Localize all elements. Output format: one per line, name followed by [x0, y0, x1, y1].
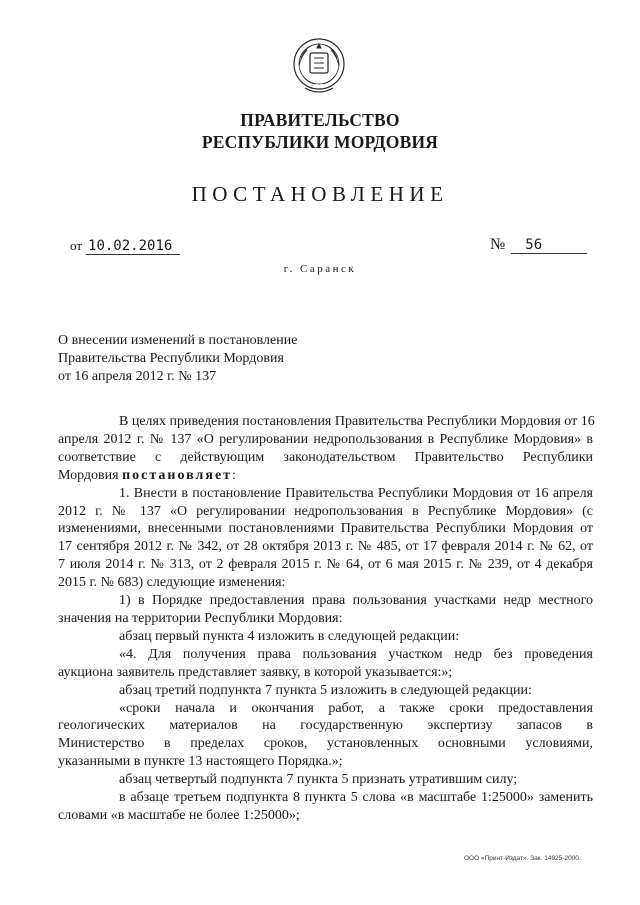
- text-line: геологических материалов на государственную экспертизу запасов в: [58, 718, 593, 734]
- preamble-paragraph: [58, 413, 593, 485]
- text-line: значения на территории Республики Мордовия:: [58, 610, 343, 626]
- body-paragraph: [58, 771, 593, 789]
- org-name-line2: РЕСПУБЛИКИ МОРДОВИЯ: [201, 132, 439, 152]
- number-prefix: №: [490, 236, 506, 253]
- text-line: в абзаце третьем подпункта 8 пункта 5 слова «в масштабе 1:25000» заменить: [119, 790, 593, 806]
- subject-line: О внесении изменений в постановление: [58, 333, 298, 348]
- paragraph-list: [58, 485, 593, 825]
- document-date: 10.02.2016: [86, 238, 180, 255]
- text-line: аукциона заявитель представляет заявку, в которой указывается:»;: [58, 664, 453, 680]
- text-line: 2012 г. № 137 «О регулировании недропользования в Республике Мордовия» (с: [58, 503, 593, 519]
- text-line: указанными в пункте 13 настоящего Порядка.»;: [58, 754, 343, 770]
- document-body: [58, 413, 593, 825]
- subject-line: от 16 апреля 2012 г. № 137: [58, 369, 217, 384]
- text-line: «сроки начала и окончания работ, а также сроки предоставления: [119, 700, 593, 716]
- preamble-last-suffix: :: [232, 467, 236, 483]
- body-paragraph: [58, 700, 593, 772]
- text-line: абзац четвертый подпункта 7 пункта 5 признать утратившим силу;: [119, 772, 518, 788]
- body-paragraph: [58, 592, 593, 628]
- text-line: абзац третий подпункта 7 пункта 5 изложить в следующей редакции:: [119, 682, 532, 698]
- number-block: [490, 236, 587, 254]
- body-paragraph: [58, 628, 593, 646]
- resolves-word: постановляет: [122, 467, 233, 483]
- body-paragraph: [58, 682, 593, 700]
- date-prefix: от: [70, 238, 83, 253]
- text-line: 2015 г. № 683) следующие изменения:: [58, 575, 286, 591]
- preamble-last-prefix: Мордовия: [58, 467, 123, 483]
- date-block: [70, 238, 180, 254]
- subject-line: Правительства Республики Мордовия: [58, 351, 284, 366]
- text-line: словами «в масштабе не более 1:25000»;: [58, 807, 300, 823]
- document-subject: [58, 332, 318, 386]
- document-number: 56: [511, 237, 587, 254]
- printer-imprint: ООО «Принт-Издат». Зак. 14925-2000.: [464, 855, 581, 862]
- body-paragraph: [58, 485, 593, 592]
- org-name-line1: ПРАВИТЕЛЬСТВО: [240, 110, 400, 130]
- text-line: «4. Для получения права пользования участком недр без проведения: [119, 646, 593, 662]
- text-line: соответствие с действующим законодательством Правительство Республики: [58, 449, 593, 465]
- coat-of-arms-emblem: [291, 36, 347, 98]
- text-line: изменениями, внесенными постановлениями Правительства Республики Мордовия от: [58, 521, 593, 537]
- document-type: ПОСТАНОВЛЕНИЕ: [191, 182, 449, 206]
- body-paragraph: [58, 646, 593, 682]
- text-line: 17 сентября 2012 г. № 342, от 28 октября 2013 г. № 485, от 17 февраля 2014 г. № 62, от: [58, 539, 593, 555]
- text-line: Министерство в пределах сроков, установленных основными условиями,: [58, 736, 593, 752]
- text-line: абзац первый пункта 4 изложить в следующей редакции:: [119, 628, 460, 644]
- text-line: В целях приведения постановления Правительства Республики Мордовия от 16: [119, 414, 595, 429]
- text-line: 1) в Порядке предоставления права пользования участками недр местного: [119, 593, 593, 609]
- text-line: 7 июля 2014 г. № 313, от 2 февраля 2015 г. № 64, от 6 мая 2015 г. № 239, от 4 декабря: [58, 557, 593, 573]
- body-paragraph: [58, 789, 593, 825]
- text-line: апреля 2012 г. № 137 «О регулировании недропользования в Республике Мордовия» в: [58, 431, 593, 447]
- city-name: г. Саранск: [283, 263, 357, 275]
- text-line: [58, 467, 593, 485]
- text-line: 1. Внести в постановление Правительства Республики Мордовия от 16 апреля: [119, 485, 593, 501]
